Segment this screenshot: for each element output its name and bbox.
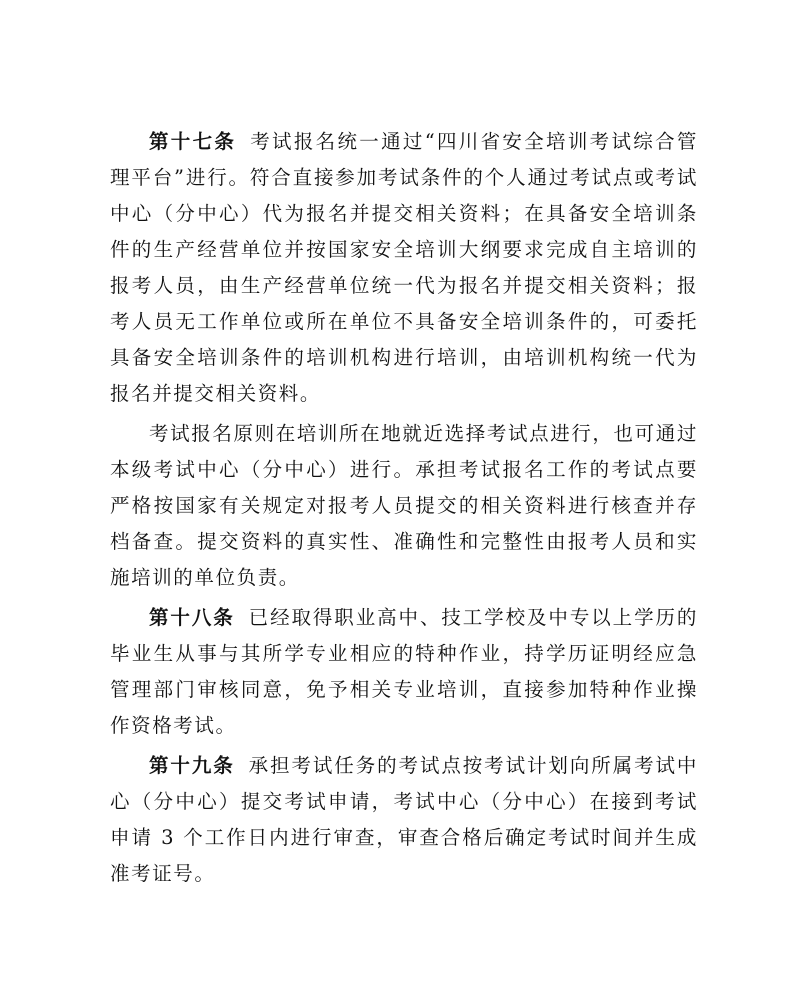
article-number: 第十九条 — [149, 754, 235, 777]
article-number: 第十七条 — [149, 130, 237, 153]
paragraph-text: 考试报名统一通过“四川省安全培训考试综合管理平台”进行。符合直接参加考试条件的个人通过考试点或考试中心（分中心）代为报名并提交相关资料；在具备安全培训条件的生产经营单位并按国家安全培训大纲要求完成自主培训的报考人员，由生产经营单位统一代为报名并提交相关资料；报考人员无工作单位或所在单位不具备安全培训条件的，可委托具备安全培训条件的培训机构进行培训，由培训机构统一代为报名并提交相关资料。 — [110, 130, 698, 405]
paragraph-article-18 — [110, 600, 698, 744]
paragraph-text: 承担考试任务的考试点按考试计划向所属考试中心（分中心）提交考试申请，考试中心（分中心）在接到考试申请 3 个工作日内进行审查，审查合格后确定考试时间并生成准考证号。 — [110, 754, 698, 885]
paragraph-article-19 — [110, 748, 698, 892]
paragraph-article-17-continued — [110, 416, 698, 596]
document-body — [110, 124, 698, 896]
paragraph-article-17 — [110, 124, 698, 412]
paragraph-text: 考试报名原则在培训所在地就近选择考试点进行，也可通过本级考试中心（分中心）进行。承担考试报名工作的考试点要严格按国家有关规定对报考人员提交的相关资料进行核查并存档备查。提交资料的真实性、准确性和完整性由报考人员和实施培训的单位负责。 — [110, 422, 698, 589]
paragraph-text: 已经取得职业高中、技工学校及中专以上学历的毕业生从事与其所学专业相应的特种作业，持学历证明经应急管理部门审核同意，免予相关专业培训，直接参加特种作业操作资格考试。 — [110, 606, 698, 737]
article-number: 第十八条 — [149, 606, 235, 629]
